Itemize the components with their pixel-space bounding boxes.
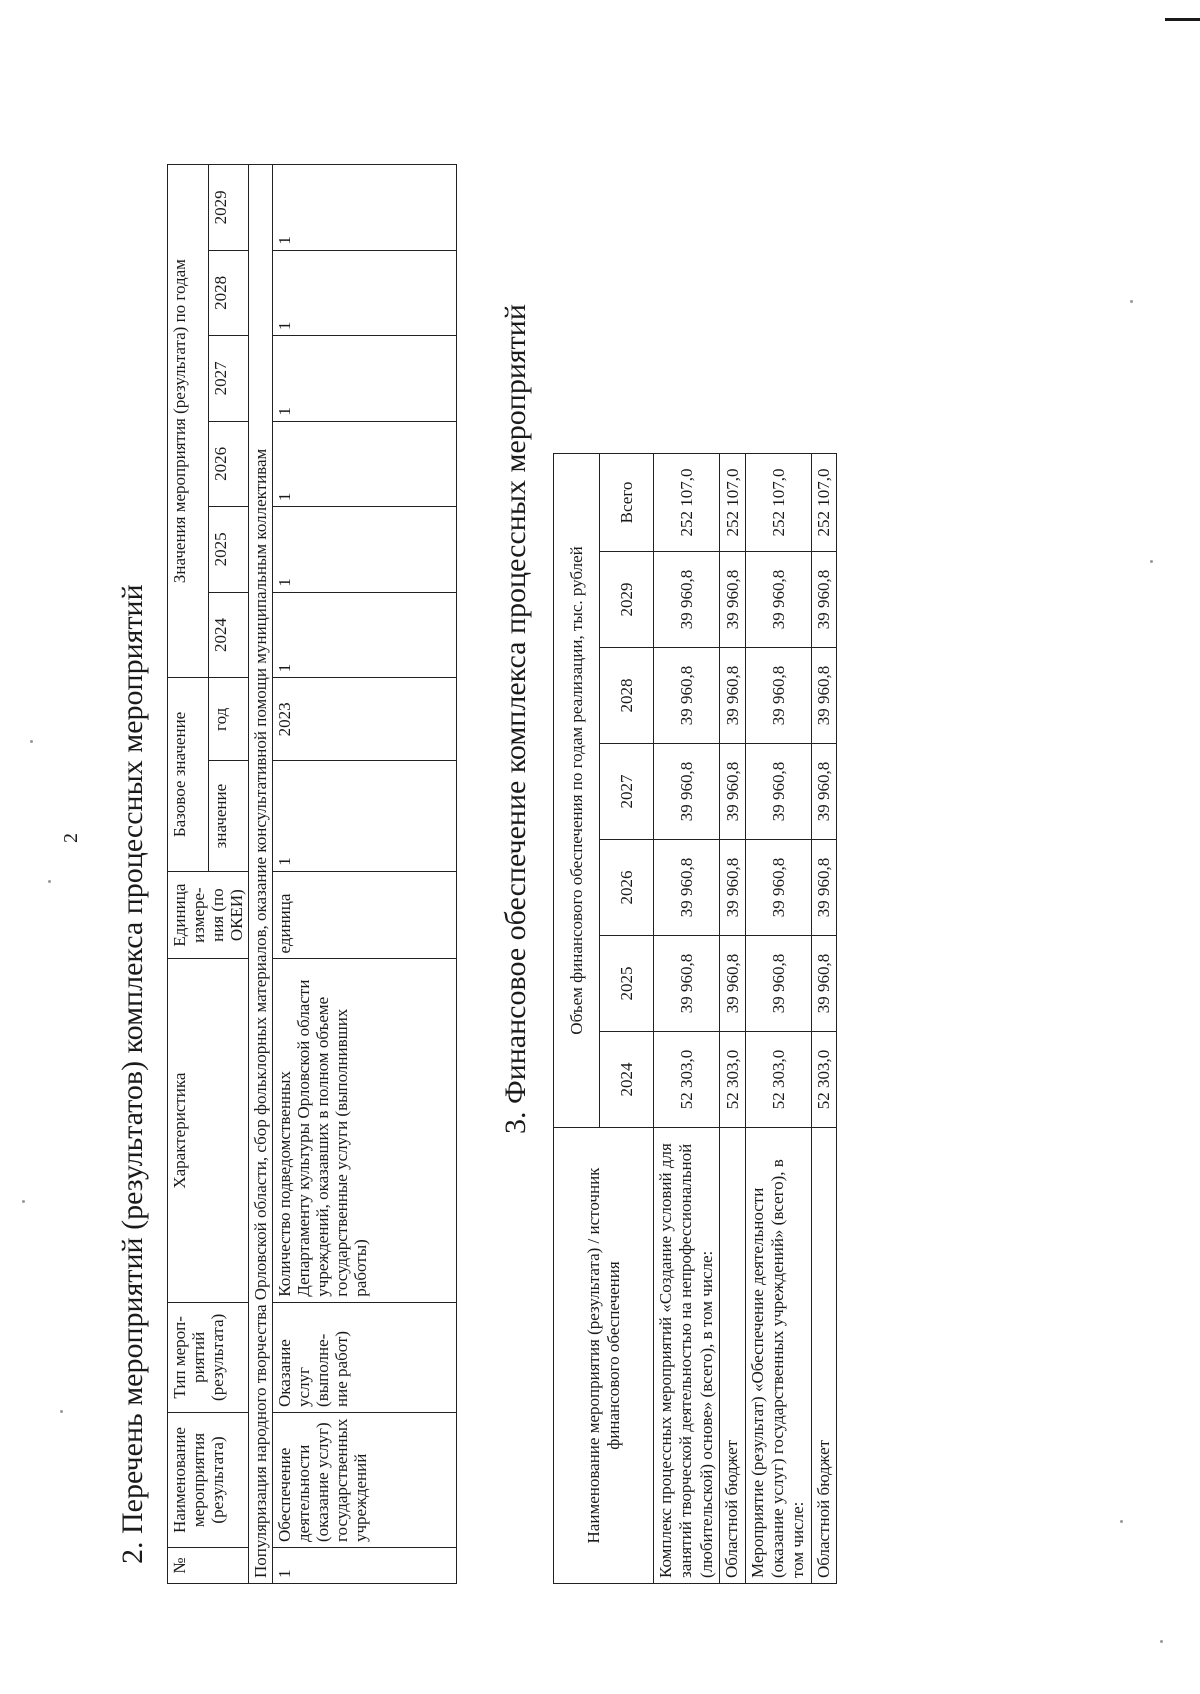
fin-row-value: 39 960,8 bbox=[745, 648, 811, 744]
header-year: 2026 bbox=[208, 421, 249, 507]
fin-row-value: 39 960,8 bbox=[654, 840, 720, 936]
fin-row-name: Областной бюджет bbox=[720, 1128, 745, 1584]
fin-row-value: 39 960,8 bbox=[745, 936, 811, 1032]
fin-row-value: 39 960,8 bbox=[811, 840, 836, 936]
header-fin-year: 2024 bbox=[600, 1032, 654, 1128]
header-year: 2028 bbox=[208, 250, 249, 336]
fin-row-value: 39 960,8 bbox=[745, 840, 811, 936]
fin-row-value: 39 960,8 bbox=[654, 648, 720, 744]
row-type: Оказание услуг (выполне- ние работ) bbox=[273, 1302, 457, 1412]
header-base: Базовое значение bbox=[168, 678, 209, 872]
fin-row-name: Мероприятие (результат) «Обеспечение деятельности (оказание услуг) государственных учреждений» (всего), в том числе: bbox=[745, 1128, 811, 1584]
fin-row-value: 39 960,8 bbox=[720, 552, 745, 648]
row-value: 1 bbox=[273, 507, 457, 593]
row-unit: единица bbox=[273, 871, 457, 959]
fin-row-value: 39 960,8 bbox=[811, 552, 836, 648]
header-fin-year: 2025 bbox=[600, 936, 654, 1032]
header-year: 2025 bbox=[208, 507, 249, 593]
group-row: Популяризация народного творчества Орловской области, сбор фольклорных материалов, оказание консультативной помощи муниципальным коллективам bbox=[249, 165, 273, 1584]
measures-table bbox=[167, 164, 457, 1584]
fin-row-value: 39 960,8 bbox=[720, 936, 745, 1032]
section-3-heading: 3. Финансовое обеспечение комплекса процессных мероприятий bbox=[499, 304, 532, 1134]
fin-row-total: 252 107,0 bbox=[745, 453, 811, 551]
fin-row-total: 252 107,0 bbox=[654, 453, 720, 551]
row-value: 1 bbox=[273, 421, 457, 507]
fin-row-value: 52 303,0 bbox=[811, 1032, 836, 1128]
header-fin-total: Всего bbox=[600, 453, 654, 551]
fin-row-value: 39 960,8 bbox=[811, 744, 836, 840]
fin-row-value: 39 960,8 bbox=[654, 552, 720, 648]
row-num: 1 bbox=[273, 1548, 457, 1584]
section-2-heading: 2. Перечень мероприятий (результатов) комплекса процессных мероприятий bbox=[116, 584, 149, 1564]
header-base-value: значение bbox=[208, 761, 249, 871]
fin-row-value: 39 960,8 bbox=[654, 936, 720, 1032]
fin-row-value: 39 960,8 bbox=[745, 744, 811, 840]
header-characteristic: Характеристика bbox=[168, 959, 249, 1302]
header-year: 2029 bbox=[208, 165, 249, 251]
row-name: Обеспечение деятельности (оказание услуг) государственных учреждений bbox=[273, 1412, 457, 1547]
fin-row-value: 39 960,8 bbox=[720, 648, 745, 744]
row-value: 1 bbox=[273, 336, 457, 422]
header-values: Значения мероприятия (результата) по годам bbox=[168, 165, 209, 678]
fin-row-name: Комплекс процессных мероприятий «Создание условий для занятий творческой деятельностью на непрофессиональной (любительской) основе» (всего), в том числе: bbox=[654, 1128, 720, 1584]
row-base-year: 2023 bbox=[273, 678, 457, 761]
row-value: 1 bbox=[273, 165, 457, 251]
finance-table bbox=[553, 453, 837, 1584]
fin-row-value: 39 960,8 bbox=[745, 552, 811, 648]
fin-row-value: 52 303,0 bbox=[720, 1032, 745, 1128]
header-fin-year: 2029 bbox=[600, 552, 654, 648]
header-fin-volume: Объем финансового обеспечения по годам реализации, тыс. рублей bbox=[554, 453, 600, 1127]
header-unit: Единица измере- ния (по ОКЕИ) bbox=[168, 871, 249, 959]
fin-row-value: 39 960,8 bbox=[654, 744, 720, 840]
header-base-year: год bbox=[208, 678, 249, 761]
row-characteristic: Количество подведомственных Департаменту культуры Орловской области учреждений, оказавших в полном объеме государственные услуги (выполнивших работы) bbox=[273, 959, 457, 1302]
fin-row-total: 252 107,0 bbox=[720, 453, 745, 551]
fin-row-name: Областной бюджет bbox=[811, 1128, 836, 1584]
header-name: Наименование мероприятия (результата) bbox=[168, 1412, 249, 1547]
row-value: 1 bbox=[273, 592, 457, 678]
header-num: № bbox=[168, 1548, 249, 1584]
header-fin-year: 2027 bbox=[600, 744, 654, 840]
row-base-value: 1 bbox=[273, 761, 457, 871]
header-fin-year: 2026 bbox=[600, 840, 654, 936]
fin-row-value: 39 960,8 bbox=[811, 936, 836, 1032]
row-value: 1 bbox=[273, 250, 457, 336]
fin-row-value: 52 303,0 bbox=[745, 1032, 811, 1128]
fin-row-total: 252 107,0 bbox=[811, 453, 836, 551]
fin-row-value: 39 960,8 bbox=[720, 744, 745, 840]
header-year: 2027 bbox=[208, 336, 249, 422]
header-fin-name: Наименование мероприятия (результата) / источник финансового обеспечения bbox=[554, 1128, 654, 1584]
fin-row-value: 39 960,8 bbox=[720, 840, 745, 936]
header-type: Тип мероп- риятий (результата) bbox=[168, 1302, 249, 1412]
fin-row-value: 39 960,8 bbox=[811, 648, 836, 744]
page-number: 2 bbox=[60, 833, 82, 843]
fin-row-value: 52 303,0 bbox=[654, 1032, 720, 1128]
header-year: 2024 bbox=[208, 592, 249, 678]
header-fin-year: 2028 bbox=[600, 648, 654, 744]
